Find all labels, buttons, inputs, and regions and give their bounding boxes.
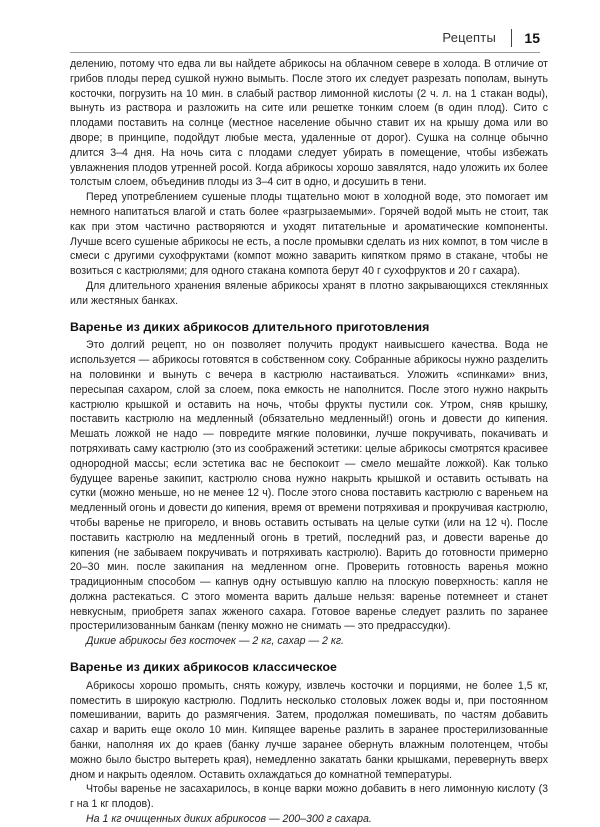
paragraph-classic-jam-tip: Чтобы варенье не засахарилось, в конце варки можно добавить в него лимонную кислоту (3 г на 1 кг плодов). [70, 783, 548, 811]
paragraph-long-jam-recipe: Это долгий рецепт, но он позволяет получить продукт наивысшего качества. Вода не используется — абрикосы готовятся в собственном соку. Собранные абрикосы нужно разделить на половинки и вынуть с вечера в кастрюлю настаиваться. Уложить «спинками» вниз, пересыпая сахаром, слой за слоем, пока емкость не наполнится. После этого нужно накрыть кастрюлю крышкой и оставить на ночь, чтобы фрукты пустили сок. Утром, сняв крышку, поставить кастрюлю на медленный (обязательно медленный!) огонь и довести до кипения. Мешать ложкой не надо — повредите мягкие половинки, лучше покручивать, покачивать и потряхивать саму кастрюлю (это из соображений эстетики: целые абрикосы смотрятся красивее однородной массы; если эстетика вас не беспокоит — смело мешайте ложкой). Как только будущее варенье закипит, кастрюлю снова нужно накрыть крышкой и оставить остывать на сутки (можно меньше, но не менее 12 ч). После этого снова поставить кастрюлю с вареньем на медленный огонь и довести до кипения, время от времени потряхивая и прокручивая кастрюлю, чтобы варенье не пригорело, и вновь оставить остывать на целые сутки (или на 12 ч). После поставить кастрюлю на медленный огонь в третий, последний раз, и довести варенье до кипения (не забываем покручивать и потряхивать кастрюлю). Варить до готовности примерно 20–30 мин. после закипания на медленном огне. Проверить готовность варенья можно традиционным способом — капнув одну остывшую каплю на плоскую поверхность: капля не должна растекаться. С этого момента варить дальше нельзя: варенье потемнеет и станет невкусным, приобретя запах жженого сахара. Готовое варенье следует разлить по заранее простерилизованным банкам (пенку можно не снимать — это предрассудки). [70, 339, 548, 633]
page-body [70, 57, 548, 827]
paragraph-drying-continued: делению, потому что едва ли вы найдете абрикосы на облачном севере в холода. В отличие от грибов плоды перед сушкой нужно вымыть. После этого их следует разрезать пополам, вынуть косточки, погрузить на 10 мин. в слабый раствор лимонной кислоты (2 ч. л. на 1 стакан воды), вынуть из раствора и разложить на сите или решетке тонким слоем (в один плод). Сито с плодами поставить на солнце (местное население обычно ставит их на крышу дома или во дворе; в принципе, подойдут любые места, удаленные от дорог). Сушка на солнце обычно длится 3–4 дня. На ночь сита с плодами следует убирать в помещение, чтобы избежать увлажнения плодов утренней росой. Когда абрикосы хорошо завялятся, надо уложить их более толстым слоем, объединив плоды из 3–4 сит в одно, и досушить в тени. [70, 58, 548, 189]
section-heading-long-jam: Варенье из диких абрикосов длительного приготовления [70, 319, 430, 334]
header-rule [70, 52, 540, 53]
paragraph-storage: Для длительного хранения вяленые абрикосы хранят в плотно закрывающихся стеклянных или жестяных банках. [70, 279, 548, 307]
paragraph-before-use: Перед употреблением сушеные плоды тщательно моют в холодной воде, это помогает им немного напитаться влагой и стать более «разгрызаемыми». Горячей водой мыть не стоит, так как при этом частично растворяются и уходят питательные и ароматические компоненты. Лучше всего сушеные абрикосы не есть, а после промывки сделать из них компот, в том числе в смеси с другими сухофруктами (компот можно заварить кипятком прямо в стакане, чтобы не возиться с кастрюлями; для одного стакана компота берут 40 г сухофруктов и 20 г сахара). [70, 191, 548, 278]
paragraph-classic-jam-recipe: Абрикосы хорошо промыть, снять кожуру, извлечь косточки и порциями, не более 1,5 кг, поместить в широкую кастрюлю. Подлить несколько столовых ложек воды и, при постоянном помешивании, варить до размягчения. Затем, продолжая помешивать, по частям добавить сахар и варить еще около 10 мин. Кипящее варенье разлить в заранее простерилизованные банки, наполняя их до краев (банку лучше заранее обернуть влажным полотенцем, чтобы можно было быстро вытереть края), немедленно закатать банки крышками, перевернуть вверх дном и накрыть одеялом. Оставить охлаждаться до комнатной температуры. [70, 679, 548, 781]
header-separator [511, 29, 512, 47]
ingredients-long-jam: Дикие абрикосы без косточек — 2 кг, сахар — 2 кг. [86, 635, 344, 648]
section-heading-classic-jam: Варенье из диких абрикосов классическое [70, 660, 337, 675]
page-number: 15 [524, 30, 540, 46]
ingredients-classic-jam: На 1 кг очищенных диких абрикосов — 200–300 г сахара. [86, 813, 372, 826]
running-header-section: Рецепты [442, 30, 496, 45]
